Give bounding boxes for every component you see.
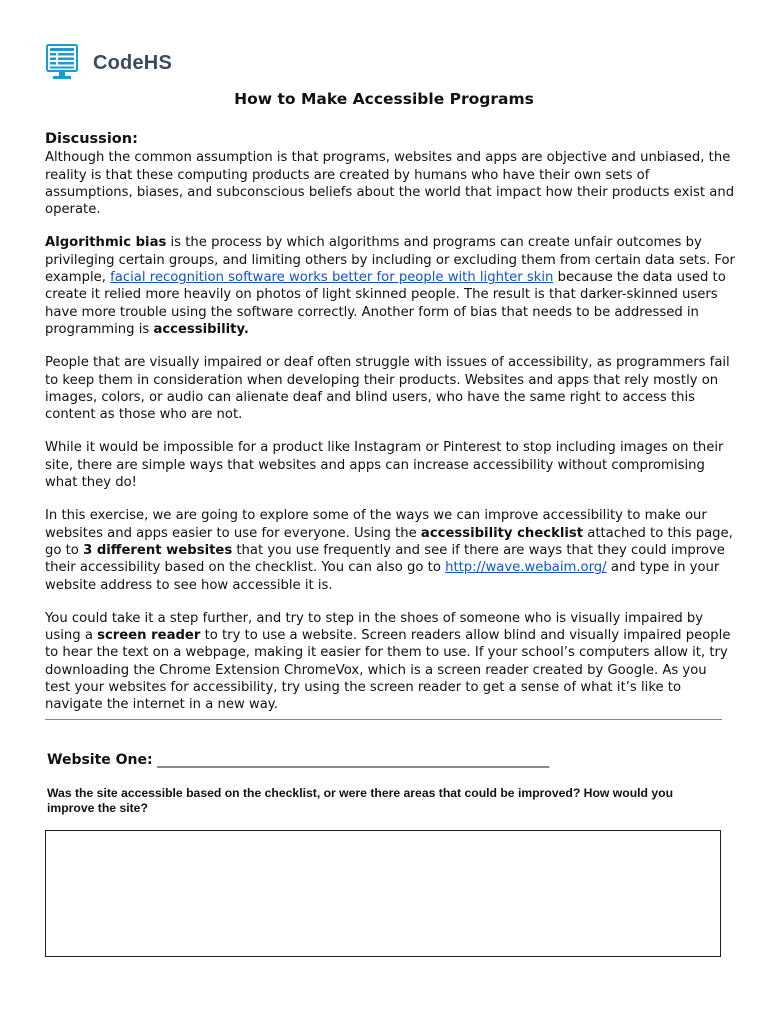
logo-text: CodeHS xyxy=(93,51,172,74)
term-algorithmic-bias: Algorithmic bias xyxy=(45,235,167,251)
facial-recognition-link[interactable]: facial recognition software works better for people with lighter skin xyxy=(110,270,554,286)
document-body xyxy=(45,131,735,730)
paragraph-intro: Although the common assumption is that programs, websites and apps are objective and unbiased, the reality is that these computing products are created by humans who have their own sets of assumptions, biases, and subconscious beliefs about the world that impact how their products exist and operate. xyxy=(45,150,735,218)
codehs-logo xyxy=(46,44,172,82)
answer-box[interactable] xyxy=(45,830,721,957)
paragraph-instagram: While it would be impossible for a product like Instagram or Pinterest to stop including images on their site, there are simple ways that websites and apps can increase accessibility without compromising what they do! xyxy=(45,440,724,491)
monitor-icon xyxy=(46,44,78,82)
wave-webaim-link[interactable]: http://wave.webaim.org/ xyxy=(445,560,607,576)
discussion-heading: Discussion: xyxy=(45,131,138,147)
divider xyxy=(45,719,722,720)
paragraph-algorithmic-bias: Algorithmic bias is the process by which algorithms and programs can create unfair outcomes by privileging certain groups, and limiting others by including or excluding them from certain data sets. For example, facial recognition software works better for people with lighter skin because the data used to create it relied more heavily on photos of light skinned people. The result is that darker-skinned users have more trouble using the software correctly. Another form of bias that needs to be addressed in programming is accessibility. xyxy=(45,235,735,337)
screen-reader-term: screen reader xyxy=(97,628,201,644)
website-one-line xyxy=(47,752,549,768)
term-accessibility: accessibility. xyxy=(153,321,249,337)
paragraph-screen-reader: You could take it a step further, and try to step in the shoes of someone who is visually impaired by using a screen reader to try to use a website. Screen readers allow blind and visually impaired people to hear the text on a webpage, making it easier for them to use. If your school’s computers allow it, try downloading the Chrome Extension ChromeVox, which is a screen reader created by Google. As you test your websites for accessibility, try using the screen reader to get a sense of what it’s like to navigate the internet in a new way. xyxy=(45,610,731,713)
paragraph-visually-impaired: People that are visually impaired or deaf often struggle with issues of accessibility, as programmers fail to keep them in consideration when developing their products. Websites and apps that rely mostly on images, colors, or audio can alienate deaf and blind users, who have the same right to access this content as those who are not. xyxy=(45,355,730,423)
page-title: How to Make Accessible Programs xyxy=(234,90,534,108)
accessibility-checklist-term: accessibility checklist xyxy=(420,525,584,541)
paragraph-exercise: In this exercise, we are going to explore some of the ways we can improve accessibility to make our websites and apps easier to use for everyone. Using the accessibility checklist attached to this page, go to 3 different websites that you use frequently and see if there are ways that they could improve their accessibility based on the checklist. You can also go to http://wave.webaim.org/ and type in your website address to see how accessible it is. xyxy=(45,508,733,593)
question-text: Was the site accessible based on the checklist, or were there areas that could be improved? How would you improve the site? xyxy=(47,786,674,815)
three-websites-term: 3 different websites xyxy=(83,542,233,558)
website-one-blank[interactable]: ________________________________________________________ xyxy=(157,752,550,768)
website-one-label: Website One: xyxy=(47,752,153,768)
